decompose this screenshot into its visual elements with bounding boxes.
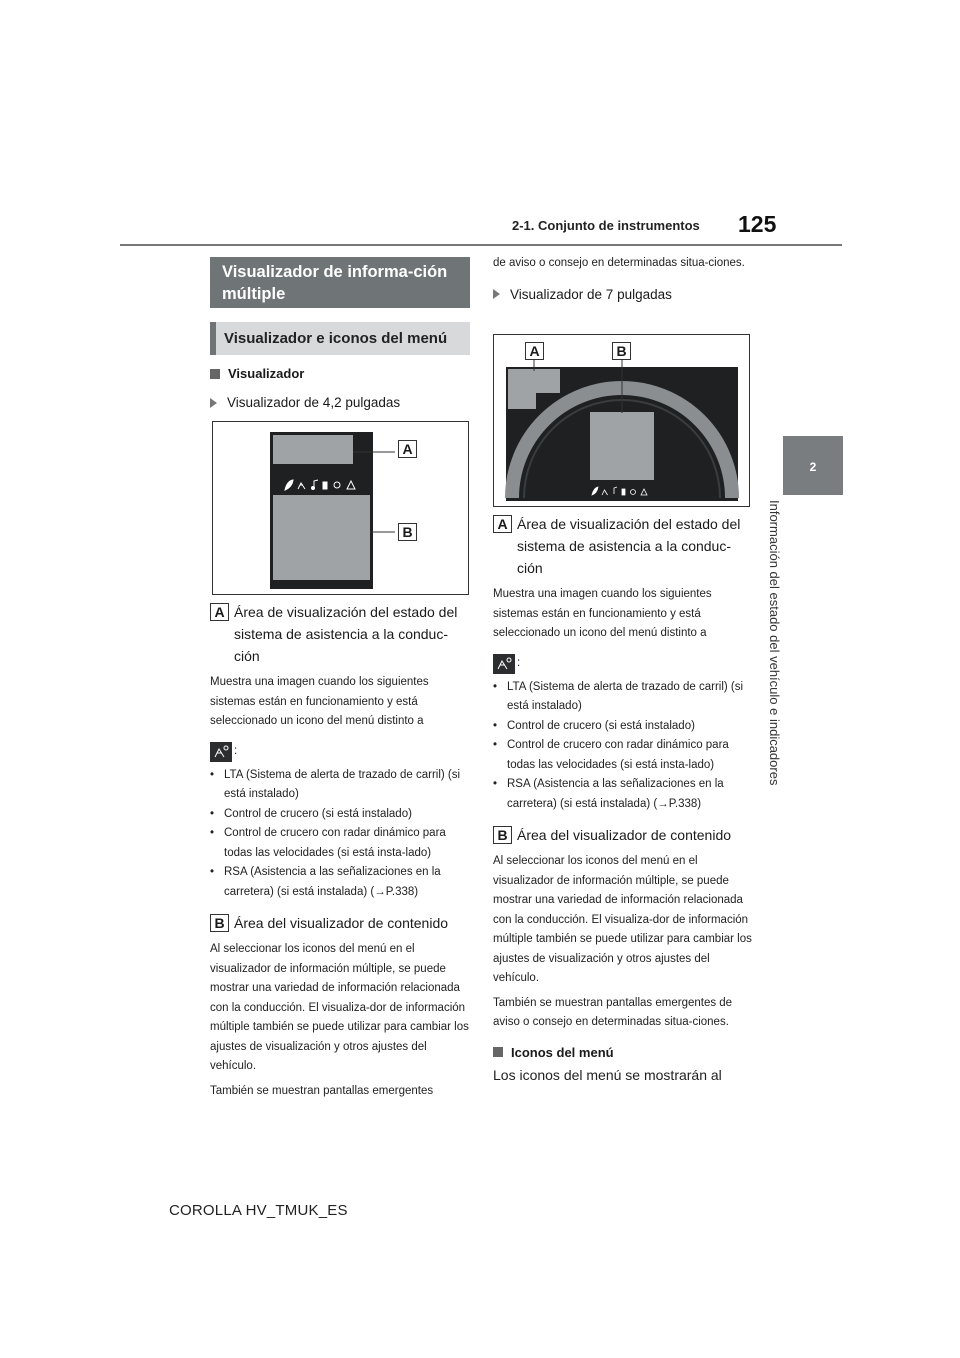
section-label: 2-1. Conjunto de instrumentos	[512, 218, 700, 233]
list-item: • RSA (Asistencia a las señalizaciones en la carretera) (si está instalada) (→P.338)	[210, 866, 441, 898]
variant-heading	[493, 287, 753, 302]
chapter-title	[767, 500, 806, 810]
topic-heading-text: Iconos del menú	[511, 1044, 614, 1060]
right-column	[493, 254, 753, 302]
variant-heading	[210, 395, 470, 410]
callout-a: A	[525, 342, 544, 360]
assist-status-area-top	[508, 369, 560, 393]
list-item: • Control de crucero con radar dinámico para todas las velocidades (si está insta-lado)	[493, 739, 729, 771]
area-b-title-text: Área del visualizador de contenido	[517, 827, 732, 843]
system-list	[210, 766, 472, 903]
figure-7-display	[493, 334, 750, 507]
list-item: • LTA (Sistema de alerta de trazado de carril) (si está instalado)	[493, 680, 744, 712]
area-a-title	[210, 601, 472, 667]
area-a-title-text: Área de visualización del estado del sistema de asistencia a la conduc-ción	[234, 604, 458, 664]
callout-a: A	[398, 440, 417, 458]
chapter-number: 2	[809, 460, 817, 474]
menu-icons-intro: Los iconos del menú se mostrarán al	[493, 1066, 722, 1083]
area-b-title	[493, 824, 755, 846]
section-heading: Visualizador de informa-ción múltiple	[210, 257, 470, 308]
variant-heading-text: Visualizador de 4,2 pulgadas	[227, 395, 401, 410]
left-column	[210, 257, 470, 410]
area-b-desc-2: También se muestran pantallas emergentes de aviso o consejo en determinadas situa-ciones.	[493, 996, 733, 1028]
variant-heading-text: Visualizador de 7 pulgadas	[510, 286, 672, 302]
list-item: • Control de crucero (si está instalado)	[493, 719, 695, 732]
system-list	[493, 678, 755, 815]
marker-b: B	[210, 914, 229, 932]
topic-heading	[210, 366, 470, 381]
callout-b: B	[612, 342, 631, 360]
area-a-title	[493, 513, 755, 579]
colon-text: :	[234, 744, 238, 757]
assist-icon-line	[493, 654, 755, 674]
continued-text: de aviso o consejo en determinadas situa-ciones.	[493, 257, 745, 269]
footer-model: COROLLA HV_TMUK_ES	[169, 1202, 348, 1219]
area-a-desc: Muestra una imagen cuando los siguientes sistemas están en funcionamiento y está seleccionado un icono del menú distinto a	[493, 588, 712, 639]
colon-text: :	[517, 656, 521, 669]
fuel-icon	[323, 482, 327, 489]
topic-heading	[493, 1045, 755, 1060]
area-a-title-text: Área de visualización del estado del sistema de asistencia a la conduc-ción	[517, 516, 741, 576]
marker-a: A	[210, 603, 229, 621]
fuel-icon	[622, 489, 625, 495]
area-b-desc: Al seleccionar los iconos del menú en el visualizador de información múltiple, se puede mostrar una variedad de información relacionada con la conducción. El visualiza-dor de información múltiple también se puede utilizar para cambiar los ajustes de visualización y otros ajustes del vehículo.	[493, 855, 752, 984]
list-item: • Control de crucero (si está instalado)	[210, 807, 412, 820]
area-a-desc: Muestra una imagen cuando los siguientes sistemas están en funcionamiento y está seleccionado un icono del menú distinto a	[210, 676, 429, 727]
list-item: • RSA (Asistencia a las señalizaciones en la carretera) (si está instalada) (→P.338)	[493, 778, 724, 810]
chapter-title-text: Información del estado del vehículo e indicadores	[767, 500, 782, 786]
topic-heading-text: Visualizador	[228, 366, 305, 381]
chapter-tab[interactable]	[783, 436, 843, 495]
area-b-desc-2: También se muestran pantallas emergentes	[210, 1084, 434, 1097]
area-b-title	[210, 912, 472, 934]
marker-a: A	[493, 515, 512, 533]
square-bullet-icon	[210, 369, 220, 379]
assist-icon-line	[210, 742, 472, 762]
area-b-desc: Al seleccionar los iconos del menú en el visualizador de información múltiple, se puede mostrar una variedad de información relacionada con la conducción. El visualiza-dor de información múltiple también se puede utilizar para cambiar los ajustes de visualización y otros ajustes del vehículo.	[210, 943, 469, 1072]
callout-b: B	[398, 523, 417, 541]
triangle-bullet-icon	[493, 289, 500, 299]
driving-assist-menu-icon	[493, 654, 515, 674]
display-4-2-diagram	[213, 422, 470, 596]
marker-b: B	[493, 826, 512, 844]
header-divider	[120, 244, 842, 246]
figure-4-2-display	[212, 421, 469, 595]
left-text-block	[210, 601, 472, 1101]
list-item: • Control de crucero con radar dinámico para todas las velocidades (si está insta-lado)	[210, 827, 446, 859]
content-area	[590, 412, 654, 480]
audio-note-dot	[312, 487, 315, 490]
square-bullet-icon	[493, 1047, 503, 1057]
assist-status-area	[273, 435, 353, 464]
content-area	[273, 495, 370, 580]
display-7-diagram	[494, 335, 751, 508]
page-number: 125	[738, 211, 777, 237]
driving-assist-menu-icon	[210, 742, 232, 762]
area-b-title-text: Área del visualizador de contenido	[234, 915, 449, 931]
right-text-block	[493, 513, 755, 1087]
subsection-heading: Visualizador e iconos del menú	[210, 322, 470, 355]
triangle-bullet-icon	[210, 398, 217, 408]
list-item: • LTA (Sistema de alerta de trazado de carril) (si está instalado)	[210, 768, 461, 800]
